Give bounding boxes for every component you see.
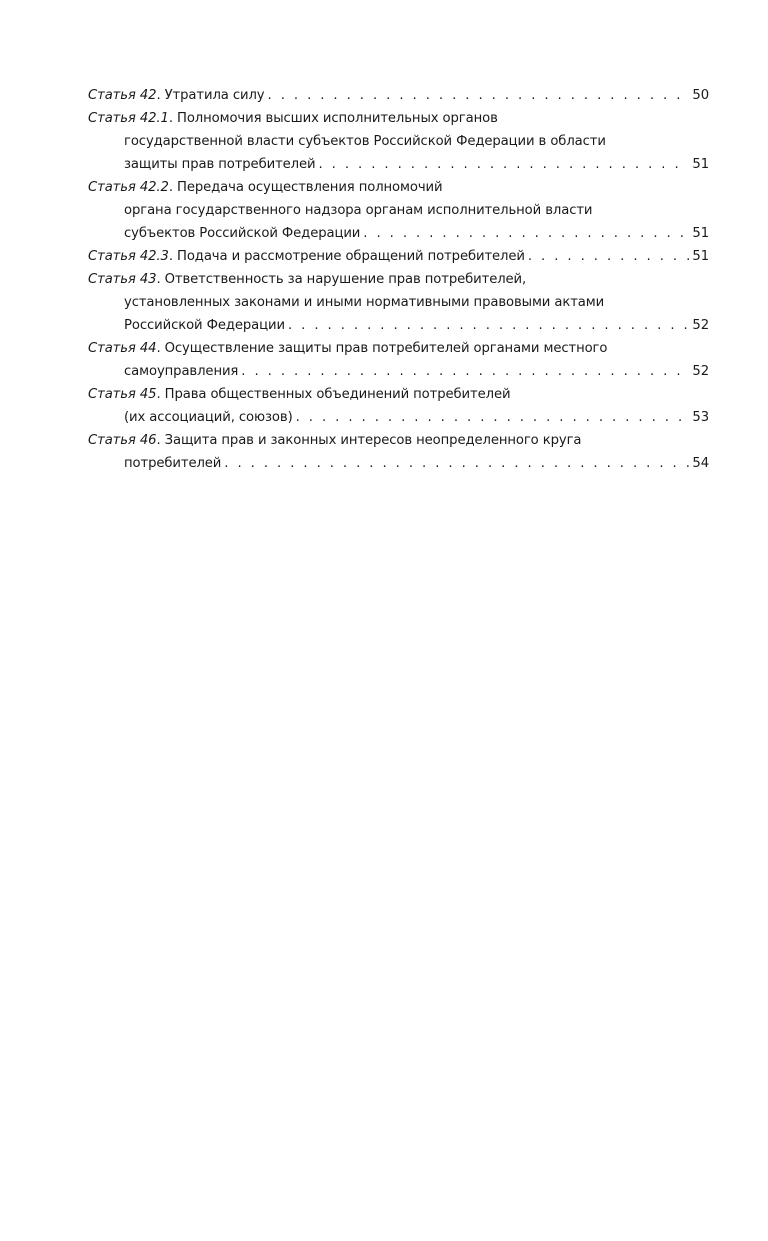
toc-entry bbox=[88, 337, 709, 383]
toc-line bbox=[88, 452, 709, 475]
toc-entry bbox=[88, 107, 709, 176]
toc-line: Статья 42. Утратила силу . . . 50 bbox=[88, 84, 709, 107]
article-title: Подача и рассмотрение обращений потребителей bbox=[177, 249, 525, 264]
article-title: Права общественных объединений потребителей bbox=[164, 387, 511, 402]
dot-leader bbox=[296, 406, 690, 429]
page-number: 52 bbox=[692, 364, 709, 379]
table-of-contents bbox=[88, 84, 709, 475]
toc-line bbox=[88, 222, 709, 245]
toc-line bbox=[88, 406, 709, 429]
article-label: Статья 45 bbox=[88, 387, 157, 402]
page-number: 50 bbox=[692, 88, 709, 103]
toc-entry bbox=[88, 383, 709, 429]
toc-line: государственной власти субъектов Российской Федерации в области bbox=[124, 134, 606, 149]
dot-leader bbox=[288, 314, 689, 337]
article-label: Статья 43 bbox=[88, 272, 157, 287]
page-number: 52 bbox=[692, 318, 709, 333]
page-number: 51 bbox=[692, 226, 709, 241]
page-number: 51 bbox=[692, 249, 709, 264]
toc-entry bbox=[88, 429, 709, 475]
article-title: Ответственность за нарушение прав потребителей, bbox=[164, 272, 527, 287]
toc-line: Статья 46. Защита прав и законных интересов неопределенного круга bbox=[88, 433, 582, 448]
article-title: Защита прав и законных интересов неопределенного круга bbox=[164, 433, 582, 448]
toc-line: Статья 42.1. Полномочия высших исполнительных органов bbox=[88, 111, 498, 126]
article-title: Передача осуществления полномочий bbox=[177, 180, 443, 195]
article-label: Статья 42 bbox=[88, 88, 157, 103]
toc-entry bbox=[88, 176, 709, 245]
toc-line: Статья 44. Осуществление защиты прав потребителей органами местного bbox=[88, 341, 608, 356]
article-title: потребителей bbox=[124, 456, 222, 471]
dot-leader bbox=[318, 153, 689, 176]
article-title: Российской Федерации bbox=[124, 318, 285, 333]
toc-line bbox=[88, 360, 709, 383]
page-number: 54 bbox=[692, 456, 709, 471]
dot-leader bbox=[363, 222, 689, 245]
article-title: (их ассоциаций, союзов) bbox=[124, 410, 293, 425]
article-label: Статья 42.1 bbox=[88, 111, 169, 126]
toc-line: Статья 43. Ответственность за нарушение прав потребителей, bbox=[88, 272, 527, 287]
toc-entry bbox=[88, 268, 709, 337]
dot-leader bbox=[224, 452, 689, 475]
toc-entry bbox=[88, 245, 709, 268]
article-label: Статья 46 bbox=[88, 433, 157, 448]
article-title: защиты прав потребителей bbox=[124, 157, 316, 172]
page-number: 53 bbox=[692, 410, 709, 425]
dot-leader bbox=[241, 360, 689, 383]
toc-line: установленных законами и иными нормативными правовыми актами bbox=[124, 295, 605, 310]
article-label: Статья 42.2 bbox=[88, 180, 169, 195]
toc-line: Статья 42.2. Передача осуществления полномочий bbox=[88, 180, 443, 195]
article-title: Осуществление защиты прав потребителей органами местного bbox=[164, 341, 608, 356]
toc-line: Статья 45. Права общественных объединений потребителей bbox=[88, 387, 511, 402]
article-title: самоуправления bbox=[124, 364, 239, 379]
article-label: Статья 44 bbox=[88, 341, 157, 356]
article-title: Утратила силу bbox=[164, 88, 265, 103]
toc-line bbox=[88, 153, 709, 176]
dot-leader bbox=[528, 245, 690, 268]
page-number: 51 bbox=[692, 157, 709, 172]
dot-leader bbox=[268, 84, 690, 107]
toc-entry bbox=[88, 84, 709, 107]
article-title: Полномочия высших исполнительных органов bbox=[177, 111, 498, 126]
toc-line: органа государственного надзора органам исполнительной власти bbox=[124, 203, 593, 218]
toc-line: Статья 42.3. Подача и рассмотрение обращений потребителей . . . 51 bbox=[88, 245, 709, 268]
article-title: субъектов Российской Федерации bbox=[124, 226, 361, 241]
article-label: Статья 42.3 bbox=[88, 249, 169, 264]
toc-line bbox=[88, 314, 709, 337]
